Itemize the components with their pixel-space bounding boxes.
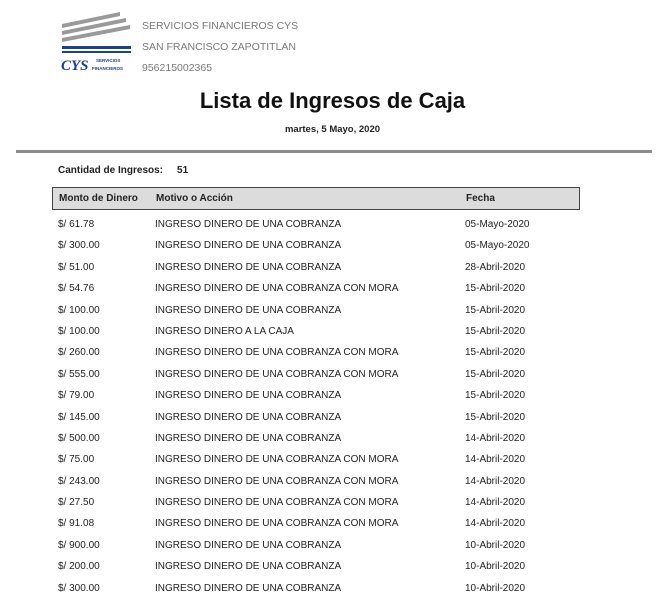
- row-reason: INGRESO DINERO DE UNA COBRANZA CON MORA: [155, 454, 399, 466]
- row-reason: INGRESO DINERO A LA CAJA: [155, 325, 294, 337]
- table-row: [52, 257, 580, 278]
- row-date: 14-Abril-2020: [465, 432, 526, 444]
- table-row: [52, 535, 580, 556]
- column-header-reason: Motivo o Acción: [156, 193, 233, 204]
- row-amount: $/ 51.00: [58, 261, 95, 273]
- row-date: 15-Abril-2020: [465, 390, 526, 402]
- table-row: [52, 214, 580, 235]
- row-date: 14-Abril-2020: [465, 475, 526, 487]
- company-location: SAN FRANCISCO ZAPOTITLAN: [142, 41, 297, 53]
- row-reason: INGRESO DINERO DE UNA COBRANZA: [155, 261, 342, 273]
- income-count-label: Cantidad de Ingresos:: [58, 165, 164, 176]
- table-row: [52, 321, 580, 342]
- row-date: 10-Abril-2020: [465, 539, 526, 551]
- row-reason: INGRESO DINERO DE UNA COBRANZA CON MORA: [155, 283, 399, 295]
- report-title: Lista de Ingresos de Caja: [199, 88, 466, 113]
- row-date: 10-Abril-2020: [465, 561, 526, 573]
- row-reason: INGRESO DINERO DE UNA COBRANZA: [155, 304, 342, 316]
- table-row: [52, 428, 580, 449]
- row-amount: $/ 300.00: [58, 582, 100, 594]
- row-reason: INGRESO DINERO DE UNA COBRANZA: [155, 390, 342, 402]
- row-date: 14-Abril-2020: [465, 518, 526, 530]
- row-reason: INGRESO DINERO DE UNA COBRANZA: [155, 411, 342, 423]
- company-info: [142, 16, 298, 79]
- row-reason: INGRESO DINERO DE UNA COBRANZA: [155, 219, 342, 230]
- income-count: [58, 165, 188, 176]
- row-date: 15-Abril-2020: [465, 283, 526, 295]
- row-date: 14-Abril-2020: [465, 454, 526, 466]
- table-row: [52, 578, 580, 599]
- row-reason: INGRESO DINERO DE UNA COBRANZA: [155, 561, 342, 573]
- company-name: SERVICIOS FINANCIEROS CYS: [142, 20, 299, 32]
- table-row: [52, 385, 580, 406]
- row-reason: INGRESO DINERO DE UNA COBRANZA: [155, 240, 342, 252]
- row-amount: $/ 300.00: [58, 240, 100, 252]
- company-logo: [56, 8, 136, 78]
- report-date: martes, 5 Mayo, 2020: [284, 124, 381, 135]
- row-amount: $/ 27.50: [58, 497, 95, 509]
- row-date: 05-Mayo-2020: [465, 240, 530, 252]
- row-reason: INGRESO DINERO DE UNA COBRANZA CON MORA: [155, 347, 399, 359]
- row-date: 15-Abril-2020: [465, 347, 526, 359]
- table-row: [52, 449, 580, 470]
- row-amount: $/ 243.00: [58, 475, 100, 487]
- row-reason: INGRESO DINERO DE UNA COBRANZA: [155, 582, 342, 594]
- row-amount: $/ 260.00: [58, 347, 100, 359]
- row-amount: $/ 555.00: [58, 368, 100, 380]
- row-amount: $/ 75.00: [58, 454, 95, 466]
- row-amount: $/ 500.00: [58, 432, 100, 444]
- header-divider: [16, 150, 652, 153]
- table-row: [52, 492, 580, 513]
- logo-text: CYS: [61, 58, 89, 74]
- row-date: 15-Abril-2020: [465, 411, 526, 423]
- row-amount: $/ 100.00: [58, 304, 100, 316]
- row-amount: $/ 91.08: [58, 518, 95, 530]
- table-header: [52, 187, 580, 210]
- logo-subtext-1: SERVICIOS: [96, 58, 121, 63]
- table-row: [52, 407, 580, 428]
- row-amount: $/ 61.78: [58, 219, 95, 230]
- table-row: [52, 556, 580, 577]
- row-date: 10-Abril-2020: [465, 582, 526, 594]
- row-amount: $/ 200.00: [58, 561, 100, 573]
- row-amount: $/ 79.00: [58, 390, 95, 402]
- row-date: 15-Abril-2020: [465, 325, 526, 337]
- row-amount: $/ 145.00: [58, 411, 100, 423]
- row-amount: $/ 54.76: [58, 283, 95, 295]
- row-reason: INGRESO DINERO DE UNA COBRANZA CON MORA: [155, 475, 399, 487]
- row-date: 15-Abril-2020: [465, 304, 526, 316]
- building-icon: [62, 12, 131, 53]
- company-phone: 956215002365: [142, 62, 213, 74]
- row-amount: $/ 900.00: [58, 539, 100, 551]
- row-reason: INGRESO DINERO DE UNA COBRANZA CON MORA: [155, 368, 399, 380]
- column-header-date: Fecha: [466, 193, 495, 204]
- row-date: 15-Abril-2020: [465, 368, 526, 380]
- table-row: [52, 278, 580, 299]
- table-row: [52, 364, 580, 385]
- table-row: [52, 513, 580, 534]
- logo-subtext-2: FINANCIEROS: [92, 66, 124, 71]
- table-row: [52, 300, 580, 321]
- table-row: [52, 471, 580, 492]
- column-header-amount: Monto de Dinero: [59, 193, 138, 204]
- income-count-value: 51: [177, 165, 189, 176]
- row-reason: INGRESO DINERO DE UNA COBRANZA CON MORA: [155, 497, 399, 509]
- row-reason: INGRESO DINERO DE UNA COBRANZA: [155, 539, 342, 551]
- row-reason: INGRESO DINERO DE UNA COBRANZA: [155, 432, 342, 444]
- row-date: 28-Abril-2020: [465, 261, 526, 273]
- row-amount: $/ 100.00: [58, 325, 100, 337]
- row-date: 14-Abril-2020: [465, 497, 526, 509]
- income-table-body: [52, 214, 580, 599]
- table-row: [52, 342, 580, 363]
- row-date: 05-Mayo-2020: [465, 219, 530, 230]
- row-reason: INGRESO DINERO DE UNA COBRANZA CON MORA: [155, 518, 399, 530]
- table-row: [52, 235, 580, 256]
